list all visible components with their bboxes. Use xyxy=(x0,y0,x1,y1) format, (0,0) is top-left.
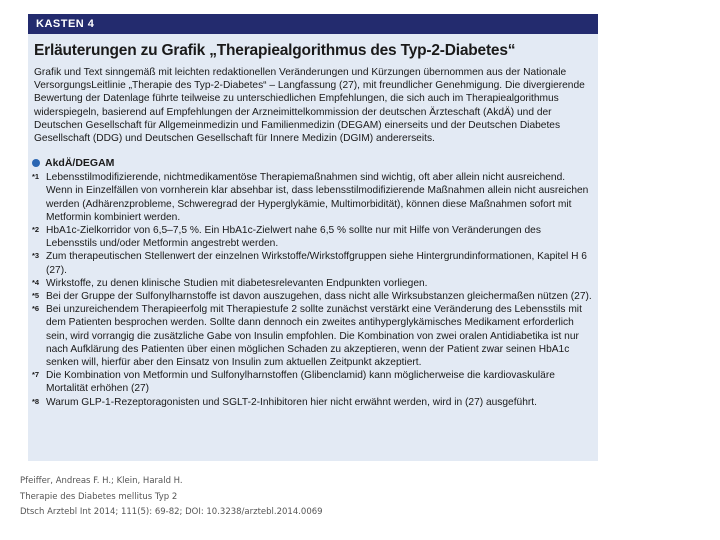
footnote-item xyxy=(32,290,592,303)
footnote-marker: *3 xyxy=(32,251,40,261)
footnote-text: Bei der Gruppe der Sulfonylharnstoffe ist davon auszugehen, dass nicht alle Wirksubstanzen gleichermaßen nützen (27). xyxy=(46,291,592,303)
footnote-text: HbA1c-Zielkorridor von 6,5–7,5 %. Ein HbA1c-Zielwert nahe 6,5 % sollte nur mit Hilfe von Veränderungen des Lebensstils und/oder Metformin angestrebt werden. xyxy=(46,225,541,250)
footnote-item xyxy=(32,250,592,276)
footnote-text: Zum therapeutischen Stellenwert der einzelnen Wirkstoffe/Wirkstoffgruppen siehe Hintergrundinformationen, Kapitel H 6 (27). xyxy=(46,251,587,276)
citation-title: Therapie des Diabetes mellitus Typ 2 xyxy=(20,491,178,502)
footnote-marker: *7 xyxy=(32,370,40,380)
footnote-item xyxy=(32,303,592,369)
section-title: AkdÄ/DEGAM xyxy=(45,157,115,170)
bullet-icon xyxy=(32,159,40,167)
footnote-marker: *2 xyxy=(32,225,40,235)
citation-source: Dtsch Arztebl Int 2014; 111(5): 69-82; DOI: 10.3238/arztebl.2014.0069 xyxy=(20,507,323,517)
footnote-item xyxy=(32,277,592,290)
footnote-text: Die Kombination von Metformin und Sulfonylharnstoffen (Glibenclamid) kann möglicherweise die kardiovaskuläre Mortalität erhöhen (27) xyxy=(46,370,555,395)
box-intro: Grafik und Text sinngemäß mit leichten redaktionellen Veränderungen und Kürzungen übernommen aus der Nationale VersorgungsLeitlinie „Therapie des Typ-2-Diabetes“ – Langfassung (27), mit freundlicher Genehmigung. Die divergierende Bewertung der Datenlage führte teilweise zu unterschiedlichen Empfehlungen, die sich auch im Therapiealgorithmus widerspiegeln, basierend auf Empfehlungen der Arzneimittelkommission der deutschen Ärzteschaft (AkdÄ) und der Deutschen Gesellschaft für Allgemeinmedizin und Familienmedizin (DEGAM) einerseits und der Deutschen Diabetes Gesellschaft (DDG) und Deutschen Gesellschaft für Innere Medizin (DGIM) andererseits. xyxy=(34,67,585,145)
box-label: KASTEN 4 xyxy=(28,14,598,34)
footnote-text: Wirkstoffe, zu denen klinische Studien mit diabetesrelevanten Endpunkten vorliegen. xyxy=(46,277,428,289)
footnote-text: Bei unzureichendem Therapieerfolg mit Therapiestufe 2 sollte zunächst verstärkt eine Veränderung des Lebensstils mit dem Patienten besprochen werden. Sollte dann dennoch ein zweites antihyperglykämisches Medikament erforderlich sein, wird vorrangig die zusätzliche Gabe von Insulin empfohlen. Die Kombination von zwei oralen Antidiabetika ist nur nach Aufklärung des Patienten über einen möglichen Schaden zu akzeptieren, wenn der Patient zwar seinen HbA1c senken will, hierfür aber den Einsatz von Insulin zum aktuellen Zeitpunkt akzeptiert. xyxy=(46,304,582,369)
footnote-item xyxy=(32,224,592,250)
footnote-item xyxy=(32,171,592,224)
footnote-item xyxy=(32,396,592,409)
footnote-item xyxy=(32,369,592,395)
footnote-marker: *8 xyxy=(32,396,40,406)
footnote-marker: *6 xyxy=(32,304,40,314)
section-heading xyxy=(32,157,592,169)
info-box xyxy=(28,14,598,461)
footnote-text: Lebensstilmodifizierende, nichtmedikamentöse Therapiemaßnahmen sind wichtig, oft aber allein nicht ausreichend. Wenn in Einzelfällen von vornherein klar absehbar ist, dass lebensstilmodifizierende Maßnahmen allein nicht ausreichen werden (Adhärenzprobleme, Schweregrad der Hyperglykämie, Multimorbidität), können diese Maßnahmen sofort mit Metformin kombiniert werden. xyxy=(46,172,589,223)
footnote-list xyxy=(32,171,592,409)
citation-authors: Pfeiffer, Andreas F. H.; Klein, Harald H. xyxy=(20,476,183,486)
footnote-marker: *1 xyxy=(32,172,40,182)
footnote-text: Warum GLP-1-Rezeptoragonisten und SGLT-2-Inhibitoren hier nicht erwähnt werden, wird in (27) ausgeführt. xyxy=(46,396,537,408)
box-title: Erläuterungen zu Grafik „Therapiealgorithmus des Typ-2-Diabetes“ xyxy=(34,42,516,59)
footnote-marker: *4 xyxy=(32,277,40,287)
footnote-marker: *5 xyxy=(32,291,40,301)
citation xyxy=(20,474,323,521)
